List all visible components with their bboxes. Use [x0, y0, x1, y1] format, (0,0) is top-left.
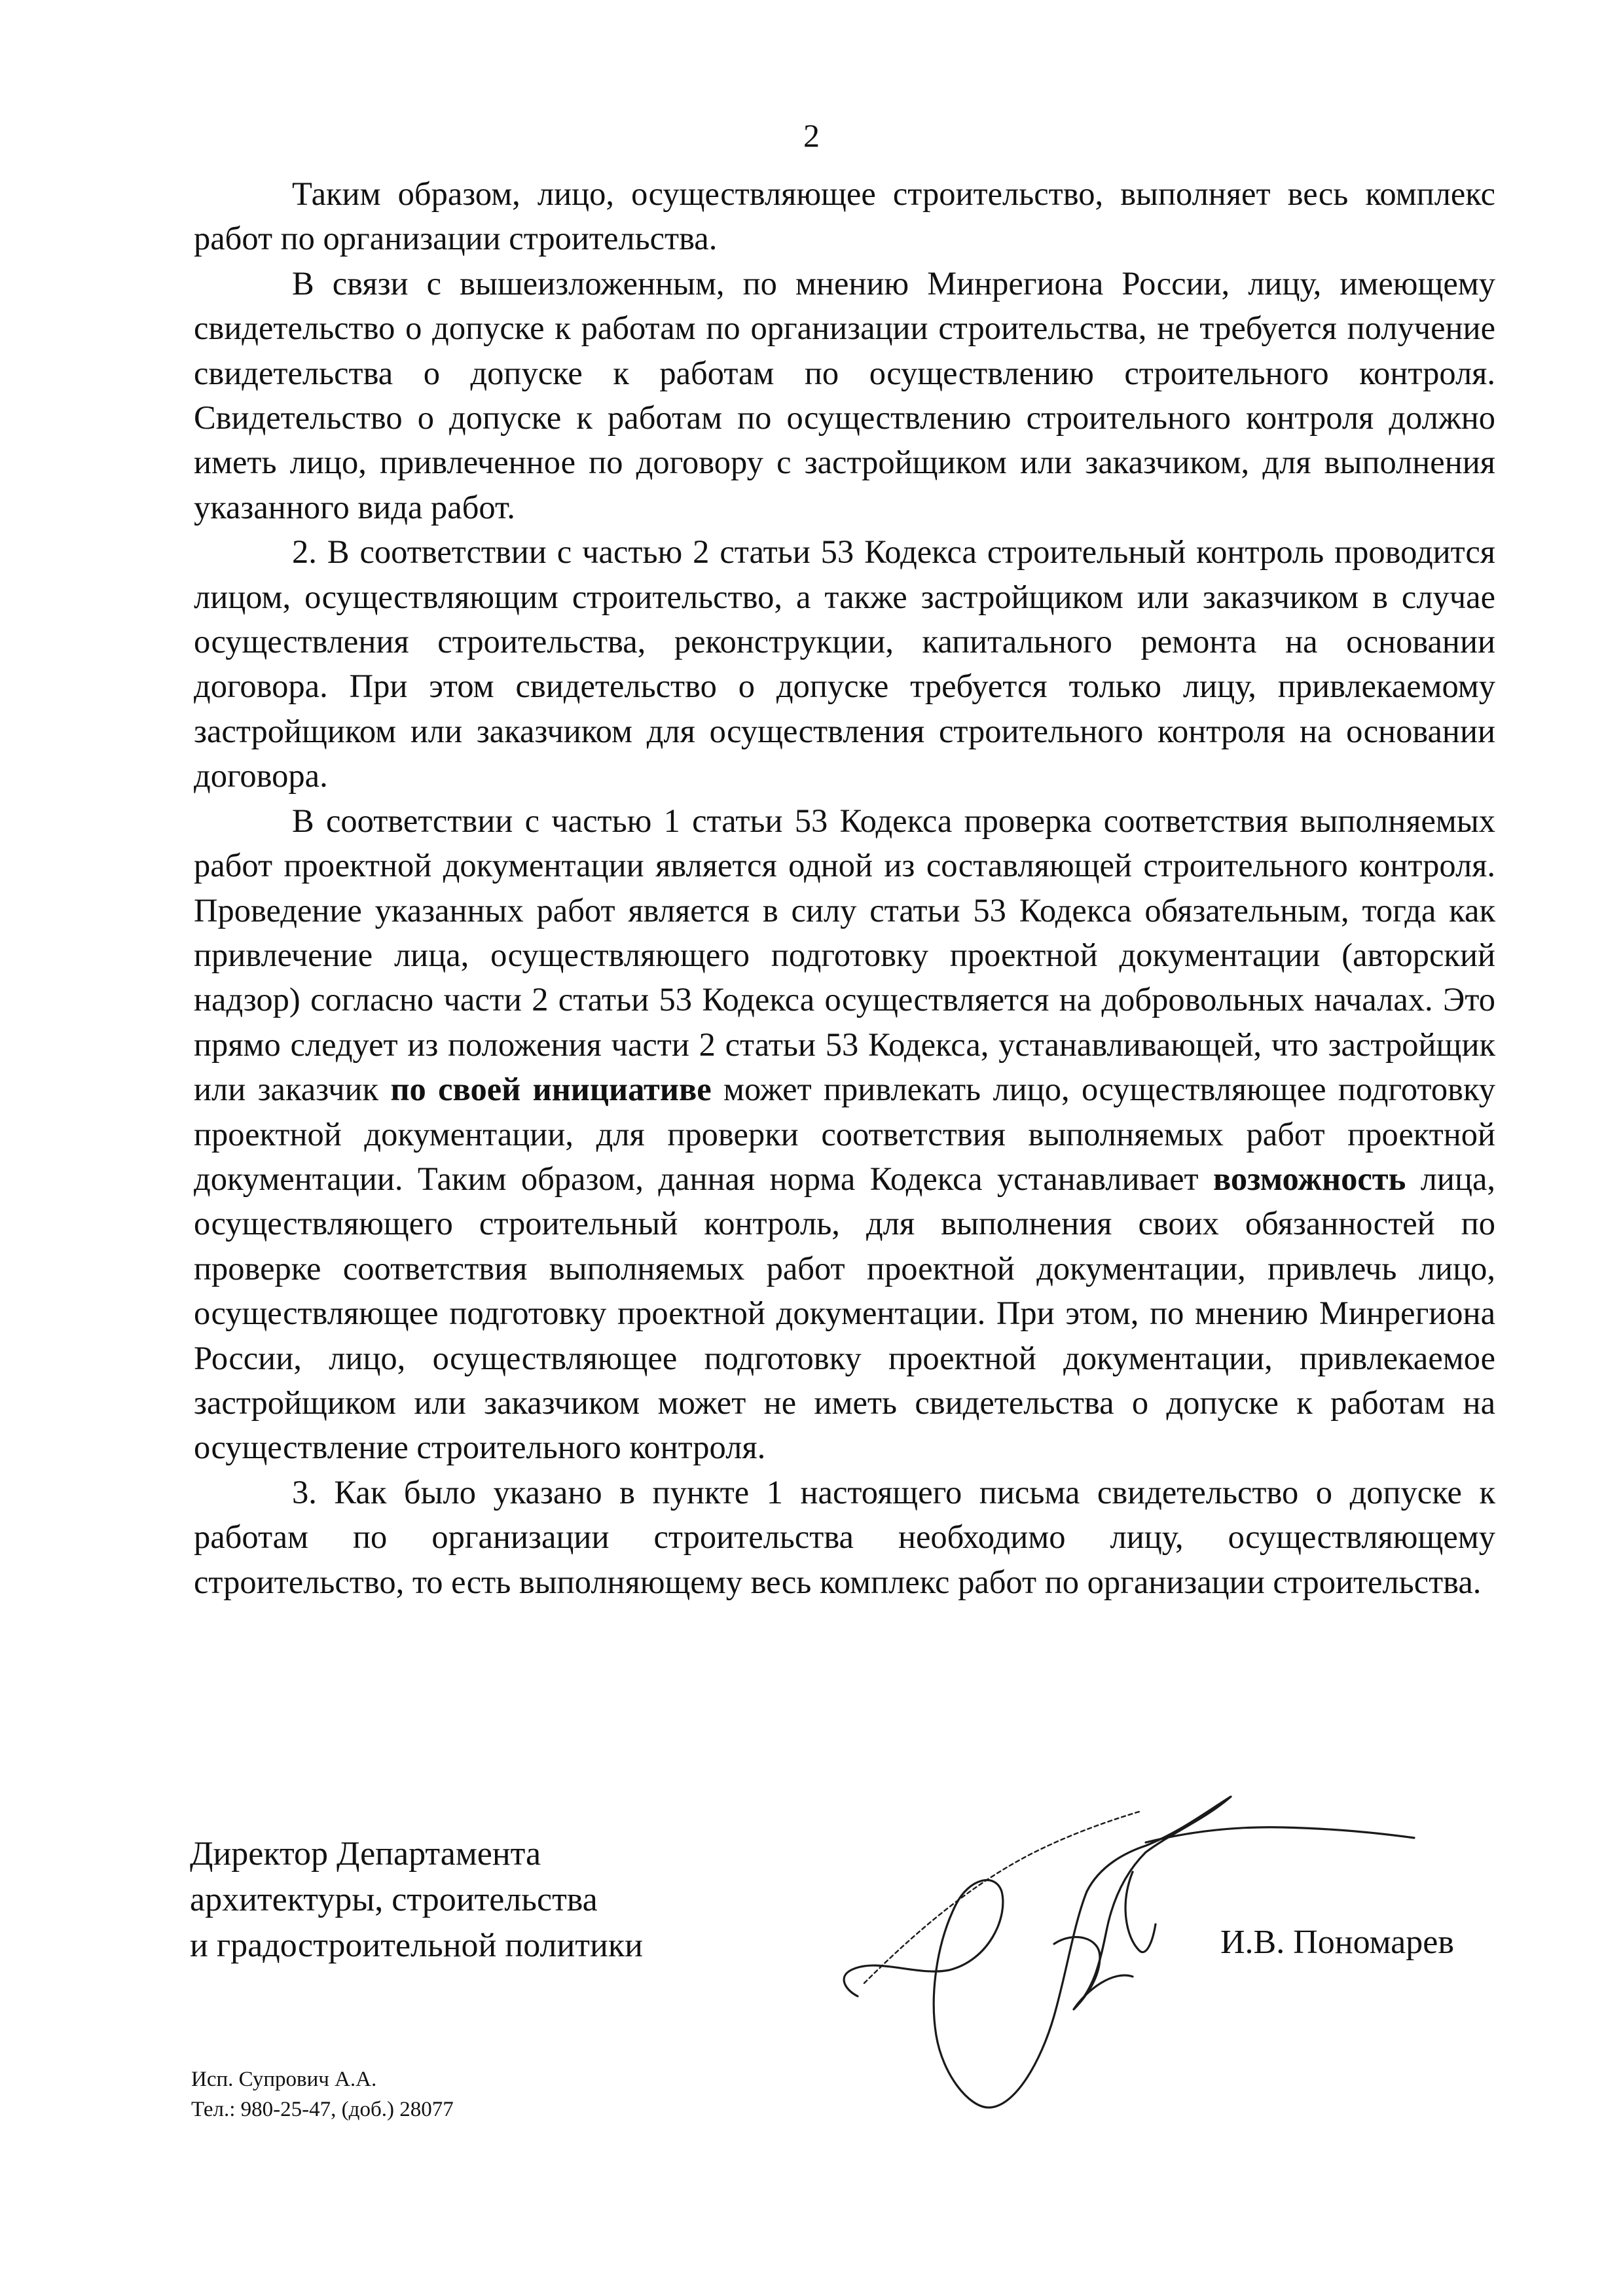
paragraph-text: лица, осуществляющего строительный контроль, для выполнения своих обязанностей по проверке соответствия выполняемых работ проектной документации, привлечь лицо, осуществляющее подготовку проектной документации. При этом, по мнению Минрегиона России, лицо, осуществляющее подготовку проектной документации, привлекаемое застройщиком или заказчиком может не иметь свидетельства о допуске к работам на осуществление строительного контроля. [194, 1160, 1496, 1466]
signer-title-line: Директор Департамента [190, 1835, 541, 1873]
signer-title [190, 1831, 643, 1969]
paragraph-design-supervision [194, 798, 1495, 1470]
emphasis-initiative: по своей инициативе [390, 1071, 712, 1108]
paragraph-text: может привлекать лицо, осуществляющее подготовку проектной документации, для проверки соответствия выполняемых работ проектной документации. Таким образом, данная норма Кодекса устанавливает [194, 1071, 1496, 1197]
executor-name: Исп. Супрович А.А. [191, 2068, 377, 2091]
paragraph-item-2: 2. В соответствии с частью 2 статьи 53 Кодекса строительный контроль проводится лицом, осуществляющим строительство, а также застройщиком или заказчиком в случае осуществления строительства, реконструкции, капитального ремонта на основании договора. При этом свидетельство о допуске требуется только лицу, привлекаемому застройщиком или заказчиком для осуществления строительного контроля на основании договора. [194, 533, 1495, 795]
paragraph-conclusion: Таким образом, лицо, осуществляющее строительство, выполняет весь комплекс работ по организации строительства. [194, 175, 1495, 257]
signer-title-line: и градостроительной политики [190, 1927, 643, 1964]
paragraph-opinion: В связи с вышеизложенным, по мнению Минрегиона России, лицу, имеющему свидетельство о допуске к работам по организации строительства, не требуется получение свидетельства о допуске к работам по осуществлению строительного контроля. Свидетельство о допуске к работам по осуществлению строительного контроля должно иметь лицо, привлеченное по договору с застройщиком или заказчиком, для выполнения указанного вида работ. [194, 264, 1495, 526]
executor-info [191, 2064, 454, 2125]
paragraph-item-3: 3. Как было указано в пункте 1 настоящего письма свидетельство о допуске к работам по организации строительства необходимо лицу, осуществляющему строительство, то есть выполняющему весь комплекс работ по организации строительства. [194, 1473, 1495, 1600]
emphasis-possibility: возможность [1213, 1160, 1406, 1197]
signer-title-line: архитектуры, строительства [190, 1881, 598, 1918]
executor-phone: Тел.: 980-25-47, (доб.) 28077 [191, 2098, 454, 2121]
letter-body [194, 171, 1495, 1604]
paragraph-text: В соответствии с частью 1 статьи 53 Кодекса проверка соответствия выполняемых работ проектной документации является одной из составляющей строительного контроля. Проведение указанных работ является в силу статьи 53 Кодекса обязательным, тогда как привлечение лица, осуществляющего подготовку проектной документации (авторский надзор) согласно части 2 статьи 53 Кодекса осуществляется на добровольных началах. Это прямо следует из положения части 2 статьи 53 Кодекса, устанавливающей, что застройщик или заказчик [194, 802, 1495, 1108]
page-number: 2 [803, 117, 820, 154]
signer-name: И.В. Пономарев [1220, 1924, 1454, 1961]
